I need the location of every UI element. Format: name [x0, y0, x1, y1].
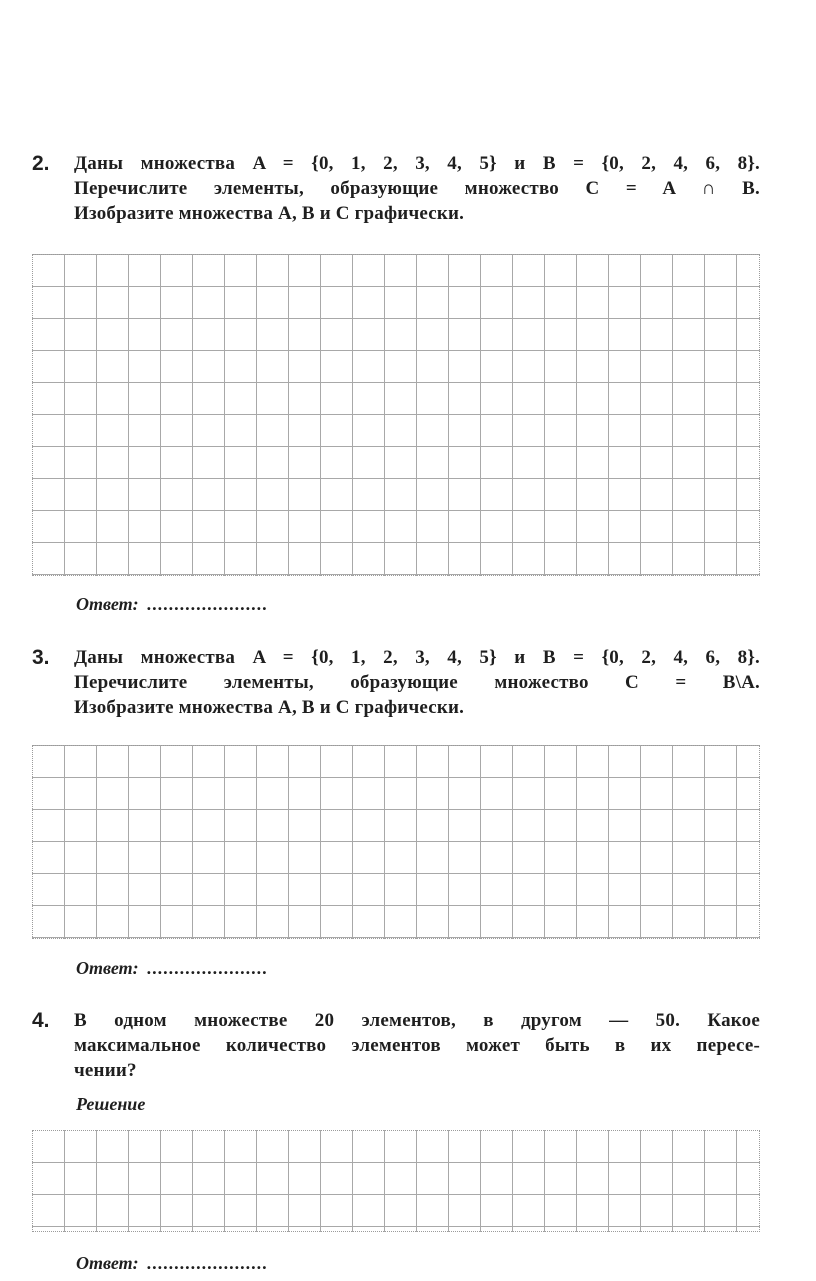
- task-line: максимальное количество элементов может быть в их пересе-: [74, 1035, 760, 1056]
- solution-label: Решение: [76, 1094, 146, 1114]
- answer-line: [76, 594, 268, 615]
- answer-line: [76, 958, 268, 979]
- task-number: 3.: [32, 646, 50, 669]
- task-line: Изобразите множества A, B и C графически.: [74, 697, 465, 718]
- task-statement: [74, 151, 760, 226]
- answer-blank[interactable]: ......................: [146, 958, 268, 978]
- task-line: Даны множества A = {0, 1, 2, 3, 4, 5} и B = {0, 2, 4, 6, 8}.: [74, 153, 760, 174]
- task-line: Даны множества A = {0, 1, 2, 3, 4, 5} и B = {0, 2, 4, 6, 8}.: [74, 647, 760, 668]
- task-number: 2.: [32, 152, 50, 175]
- task-statement: [74, 645, 760, 720]
- task-statement: [74, 1008, 760, 1083]
- task-line: Изобразите множества A, B и C графически.: [74, 203, 465, 224]
- task-number: 4.: [32, 1009, 50, 1032]
- solution-grid[interactable]: [32, 1130, 760, 1232]
- task-line: чении?: [74, 1060, 137, 1081]
- answer-label: Ответ:: [76, 1253, 139, 1273]
- answer-blank[interactable]: ......................: [146, 1253, 268, 1273]
- answer-label: Ответ:: [76, 594, 139, 614]
- answer-grid[interactable]: [32, 745, 760, 939]
- answer-blank[interactable]: ......................: [146, 594, 268, 614]
- answer-label: Ответ:: [76, 958, 139, 978]
- task-line: В одном множестве 20 элементов, в другом — 50. Какое: [74, 1010, 760, 1031]
- task-line: Перечислите элементы, образующие множество C = A ∩ B.: [74, 178, 760, 199]
- task-line: Перечислите элементы, образующие множество C = B\A.: [74, 672, 760, 693]
- answer-line: [76, 1253, 268, 1274]
- answer-grid[interactable]: [32, 254, 760, 576]
